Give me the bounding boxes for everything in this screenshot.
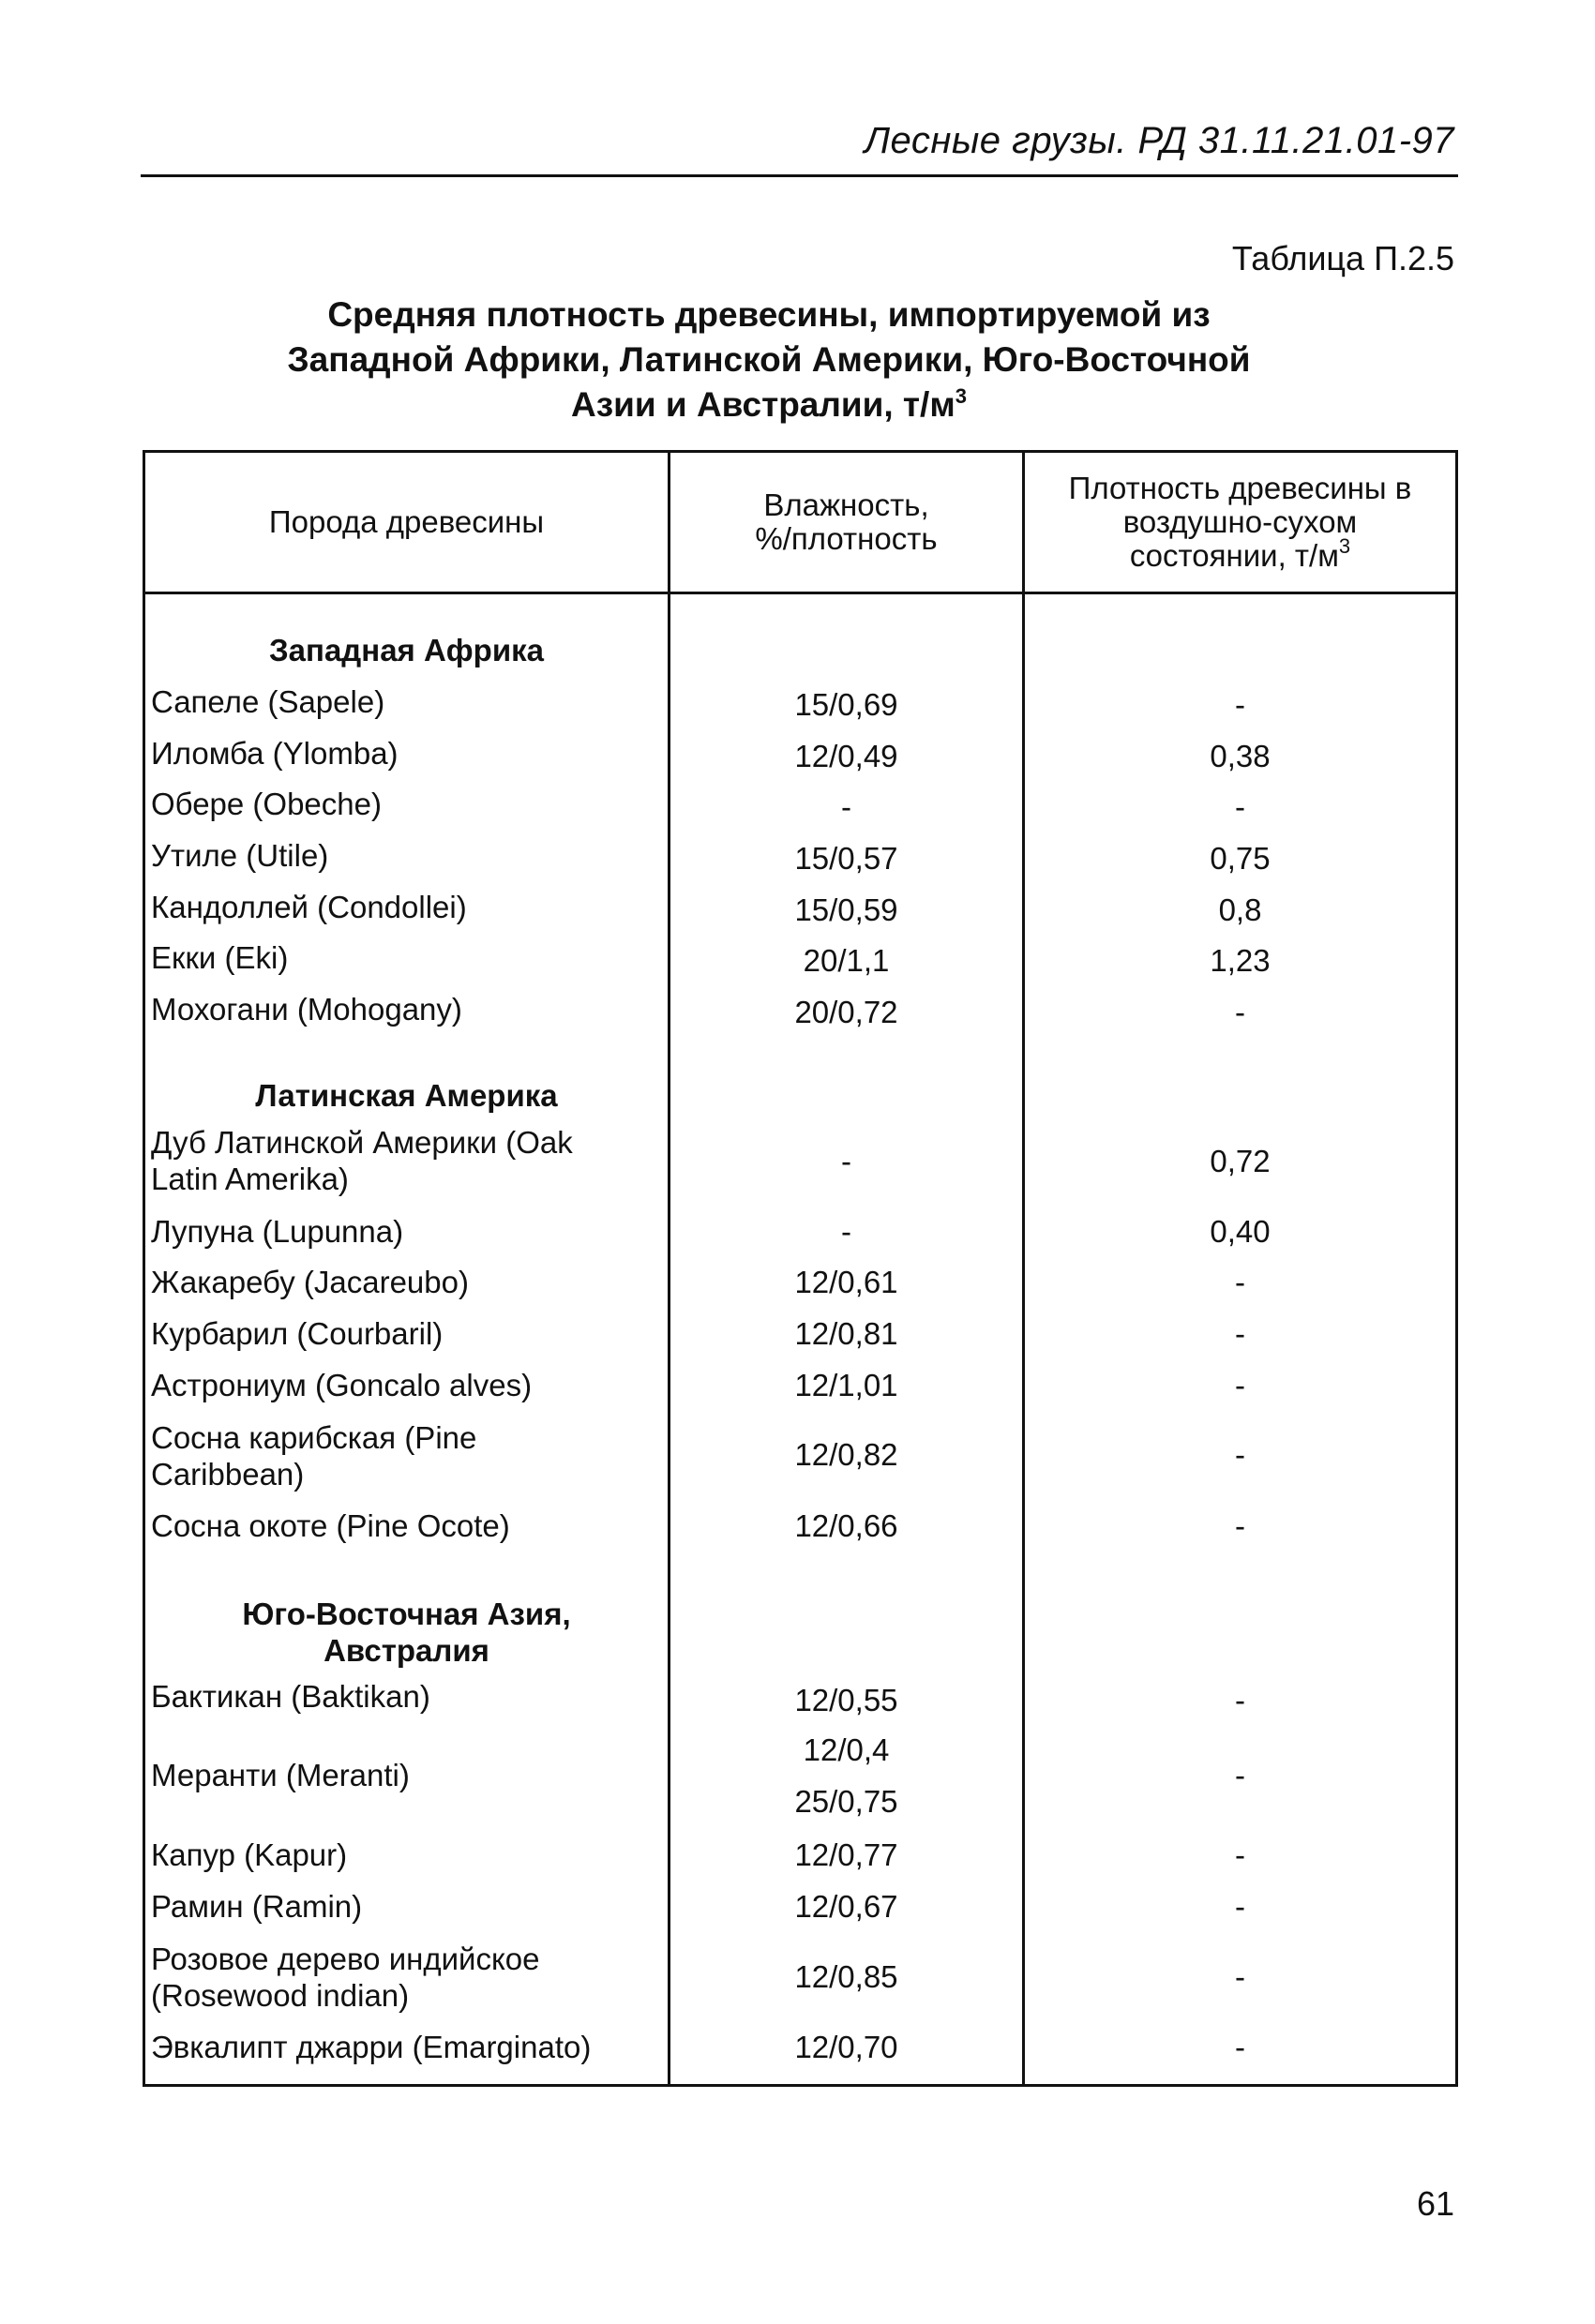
moisture-value: - (841, 1214, 851, 1249)
column-header-moisture (670, 453, 1025, 592)
moisture-value: 12/0,4 (803, 1732, 890, 1767)
table-body (145, 594, 1455, 2084)
page-number: 61 (1416, 2184, 1454, 2223)
species-name: Сосна карибская (Pine (151, 1420, 477, 1455)
moisture-value: 15/0,69 (794, 687, 898, 722)
moisture-value: 12/0,66 (794, 1508, 898, 1543)
density-value: - (1235, 1437, 1245, 1472)
species-name: Капур (Kapur) (151, 1837, 348, 1872)
column-header-density-line: Плотность древесины в (1068, 471, 1412, 505)
density-value: - (1235, 1316, 1245, 1351)
density-value: - (1235, 1837, 1245, 1872)
column-header-moisture-line: %/плотность (755, 521, 938, 556)
species-name: Дуб Латинской Америки (Oak (151, 1125, 573, 1160)
moisture-value: 12/0,55 (794, 1683, 898, 1717)
species-name: Мохогани (Mohogany) (151, 992, 462, 1027)
species-name-cont: (Rosewood indian) (151, 1978, 410, 2013)
species-name: Кандоллей (Condollei) (151, 890, 467, 924)
density-value: - (1235, 1265, 1245, 1299)
moisture-value: 12/1,01 (794, 1368, 898, 1402)
table-title (281, 292, 1256, 427)
species-name-cont: Latin Amerika) (151, 1162, 349, 1196)
table-title-line: Средняя плотность древесины, импортируемой из (327, 295, 1211, 334)
species-name: Сапеле (Sapele) (151, 684, 385, 719)
density-value: 0,8 (1218, 892, 1262, 927)
moisture-value: - (841, 1144, 851, 1178)
column-header-density-line (1069, 534, 1412, 573)
group-heading-west-africa: Западная Африка (269, 633, 544, 667)
density-value: - (1235, 1889, 1245, 1924)
moisture-value: 12/0,77 (794, 1837, 898, 1872)
moisture-value: 25/0,75 (794, 1784, 898, 1819)
density-value: - (1235, 1368, 1245, 1402)
species-name: Жакаребу (Jacareubo) (151, 1265, 469, 1299)
moisture-value: 12/0,67 (794, 1889, 898, 1924)
density-column (1025, 594, 1455, 2084)
density-value: - (1235, 1959, 1245, 1994)
table-number: Таблица П.2.5 (1231, 239, 1454, 277)
column-header-density (1025, 453, 1455, 592)
density-value: - (1235, 687, 1245, 722)
column-header-density-text: состоянии, т/м (1129, 538, 1339, 573)
species-name: Сосна окоте (Pine Ocote) (151, 1508, 510, 1543)
moisture-value: 12/0,61 (794, 1265, 898, 1299)
density-value: - (1235, 1758, 1245, 1792)
moisture-value: 12/0,82 (794, 1437, 898, 1472)
species-name: Лупуна (Lupunna) (151, 1214, 404, 1249)
species-name: Астрониум (Goncalo alves) (151, 1368, 533, 1402)
species-column (145, 594, 670, 2084)
species-name: Утиле (Utile) (151, 838, 329, 873)
table-header-row (145, 453, 1455, 594)
species-name: Обере (Obeche) (151, 787, 382, 821)
column-header-species (145, 453, 670, 592)
density-value: - (1235, 995, 1245, 1029)
density-value: - (1235, 1683, 1245, 1717)
data-table (143, 450, 1458, 2087)
column-header-density-line: воздушно-сухом (1122, 504, 1358, 539)
species-name: Рамин (Ramin) (151, 1889, 363, 1924)
density-value: - (1235, 1508, 1245, 1543)
species-name: Екки (Eki) (151, 940, 289, 975)
species-name: Бактикан (Baktikan) (151, 1679, 430, 1714)
moisture-value: 15/0,59 (794, 892, 898, 927)
density-value: 0,75 (1210, 841, 1271, 876)
species-name: Курбарил (Courbaril) (151, 1316, 444, 1351)
column-header-species-label: Порода древесины (268, 504, 545, 539)
group-heading-latin-america: Латинская Америка (255, 1078, 558, 1113)
species-name: Розовое дерево индийское (151, 1942, 540, 1976)
moisture-value: - (841, 789, 851, 824)
moisture-value: 20/1,1 (803, 943, 890, 978)
moisture-value: 12/0,85 (794, 1959, 898, 1994)
running-header: Лесные грузы. РД 31.11.21.01-97 (864, 120, 1454, 161)
moisture-value: 12/0,49 (794, 739, 898, 773)
moisture-value: 12/0,81 (794, 1316, 898, 1351)
group-heading-se-asia: Юго-Восточная Азия, (242, 1597, 571, 1631)
column-header-moisture-line: Влажность, (763, 487, 929, 522)
density-value: - (1235, 789, 1245, 824)
moisture-value: 15/0,57 (794, 841, 898, 876)
moisture-value: 12/0,70 (794, 2030, 898, 2064)
density-value: 0,40 (1210, 1214, 1271, 1249)
species-name: Меранти (Meranti) (151, 1758, 410, 1792)
density-value: 1,23 (1210, 943, 1271, 978)
density-value: - (1235, 2030, 1245, 2064)
species-name-cont: Caribbean) (151, 1457, 305, 1492)
table-title-line (281, 382, 1256, 427)
moisture-column (670, 594, 1025, 2084)
header-rule (141, 174, 1458, 177)
species-name: Эвкалипт джарри (Emarginato) (151, 2030, 592, 2064)
moisture-value: 20/0,72 (794, 995, 898, 1029)
column-header-density-sup: 3 (1338, 534, 1351, 558)
table-title-text: Азии и Австралии, т/м (571, 385, 955, 424)
species-name: Иломба (Ylomba) (151, 736, 399, 771)
table-title-sup: 3 (955, 384, 967, 408)
group-heading-se-asia-cont: Австралия (324, 1633, 489, 1668)
table-title-line: Западной Африки, Латинской Америки, Юго-Восточной (287, 340, 1251, 379)
density-value: 0,72 (1210, 1144, 1271, 1178)
density-value: 0,38 (1210, 739, 1271, 773)
